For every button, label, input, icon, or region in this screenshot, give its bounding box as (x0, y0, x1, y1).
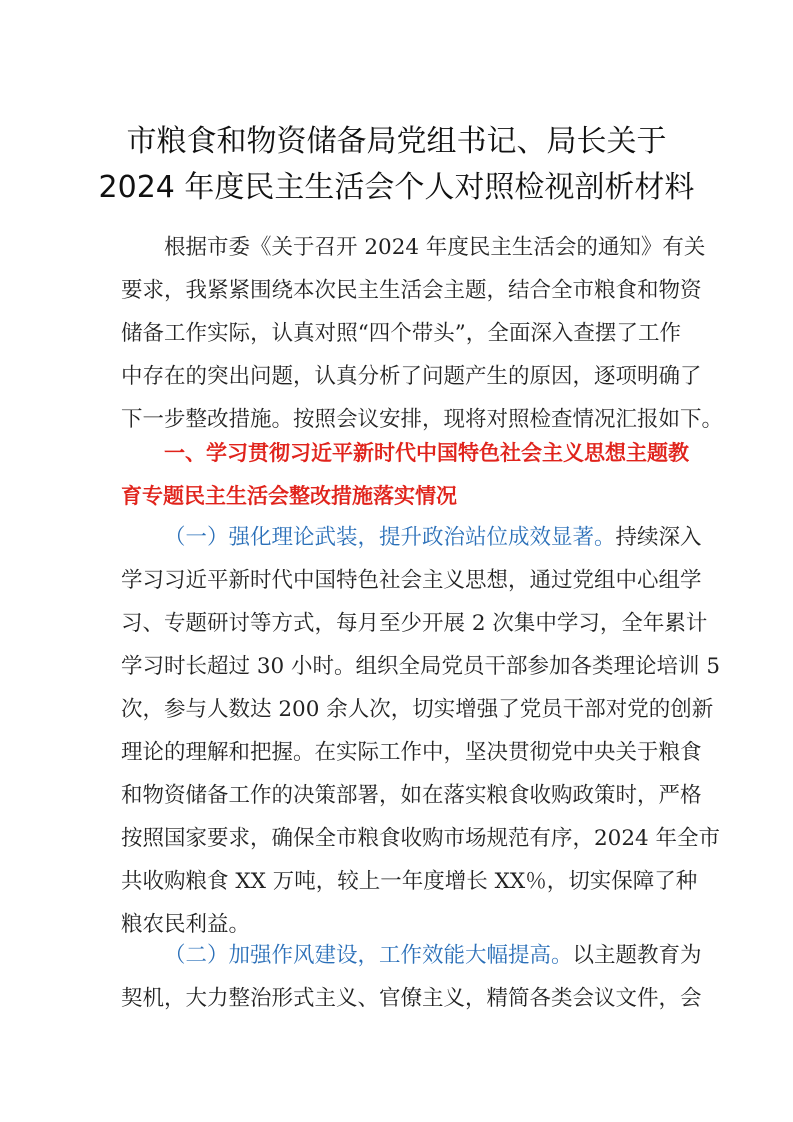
paragraph-line: 契机，大力整治形式主义、官僚主义，精简各类会议文件，会 (121, 986, 702, 1011)
intro-line: 要求，我紧紧围绕本次民主生活会主题，结合全市粮食和物资 (121, 278, 702, 303)
paragraph-line: 共收购粮食 XX 万吨，较上一年度增长 XX％，切实保障了种 (121, 869, 698, 894)
paragraph-line: 和物资储备工作的决策部署，如在落实粮食收购政策时，严格 (121, 783, 702, 808)
paragraph-line: 学习时长超过 30 小时。组织全局党员干部参加各类理论培训 5 (121, 654, 721, 679)
section-heading-line: 一、学习贯彻习近平新时代中国特色社会主义思想主题教 (164, 441, 689, 465)
intro-line: 根据市委《关于召开 2024 年度民主生活会的通知》有关 (164, 235, 706, 260)
subsection-1-first-line-rest: 持续深入 (615, 525, 702, 550)
subsection-1-first-line (121, 516, 702, 559)
document-title-line-2: 2024 年度民主生活会个人对照检视剖析材料 (98, 170, 695, 205)
intro-line: 下一步整改措施。按照会议安排，现将对照检查情况汇报如下。 (121, 407, 724, 432)
intro-paragraph (78, 226, 706, 269)
intro-line: 储备工作实际，认真对照“四个带头”，全面深入查摆了工作 (121, 321, 681, 346)
subsection-2-first-line-rest: 以主题教育为 (572, 943, 702, 968)
section-heading-line: 育专题民主生活会整改措施落实情况 (121, 484, 457, 508)
paragraph-line: 理论的理解和把握。在实际工作中，坚决贯彻党中央关于粮食 (121, 740, 702, 765)
paragraph-line: 按照国家要求，确保全市粮食收购市场规范有序，2024 年全市 (121, 826, 721, 851)
paragraph-line: 习、专题研讨等方式，每月至少开展 2 次集中学习，全年累计 (121, 611, 708, 636)
subsection-1-heading: （一）强化理论武装，提升政治站位成效显著。 (164, 525, 616, 550)
intro-paragraph-continued (121, 269, 724, 441)
subsection-1-paragraph (121, 516, 721, 946)
subsection-2-first-line (121, 934, 702, 977)
section-1-heading (121, 432, 689, 518)
subsection-2-heading: （二）加强作风建设，工作效能大幅提高。 (164, 943, 573, 968)
paragraph-line: 次，参与人数达 200 余人次，切实增强了党员干部对党的创新 (121, 697, 714, 722)
paragraph-line: 粮农民利益。 (121, 912, 251, 937)
paragraph-line: 学习习近平新时代中国特色社会主义思想，通过党组中心组学 (121, 568, 702, 593)
document-title-line-1: 市粮食和物资储备局党组书记、局长关于 (126, 124, 667, 159)
intro-line: 中存在的突出问题，认真分析了问题产生的原因，逐项明确了 (121, 364, 702, 389)
subsection-2-paragraph (121, 934, 702, 1020)
